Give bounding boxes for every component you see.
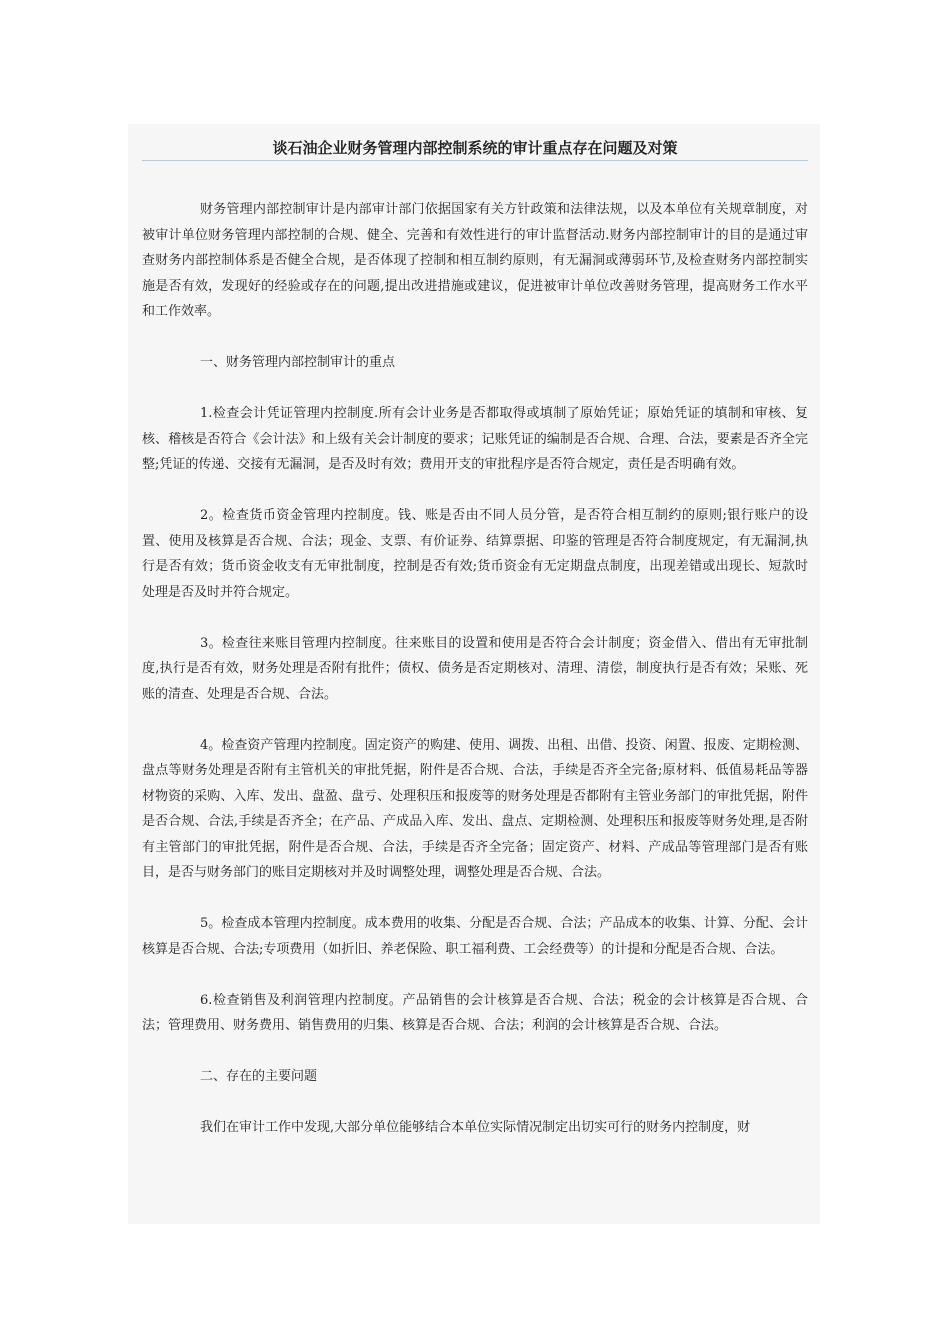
- section-heading-audit-focus: 一、财务管理内部控制审计的重点: [200, 355, 396, 370]
- intro-paragraph: 财务管理内部控制审计是内部审计部门依据国家有关方针政策和法律法规，以及本单位有关规章制度，对被审计单位财务管理内部控制的合规、健全、完善和有效性进行的审计监督活动.财务内部控制审计的目的是通过审查财务内部控制体系是否健全合规，是否体现了控制和相互制约原则，有无漏洞或薄弱环节,及检查财务内部控制实施是否有效，发现好的经验或存在的问题,提出改进措施或建议，促进被审计单位改善财务管理，提高财务工作水平和工作效率。: [142, 202, 808, 319]
- section-heading-main-problems: 二、存在的主要问题: [200, 1069, 318, 1084]
- item-asset-management: 4。检查资产管理内控制度。固定资产的购建、使用、调拨、出租、出借、投资、闲置、报废、定期检测、盘点等财务处理是否附有主管机关的审批凭据，附件是否合规、合法，手续是否齐全完备;原材料、低值易耗品等器材物资的采购、入库、发出、盘盈、盘亏、处理积压和报废等的财务处理是否都附有主管业务部门的审批凭据，附件是否合规、合法,手续是否齐全；在产品、产成品入库、发出、盘点、定期检测、处理积压和报废等财务处理,是否附有主管部门的审批凭据，附件是否合规、合法，手续是否齐全完备；固定资产、材料、产成品等管理部门是否有账目，是否与财务部门的账目定期核对并及时调整处理，调整处理是否合规、合法。: [142, 737, 808, 880]
- item-cost-management: 5。检查成本管理内控制度。成本费用的收集、分配是否合规、合法；产品成本的收集、计算、分配、会计核算是否合规、合法;专项费用（如折旧、养老保险、职工福利费、工会经费等）的计提和分配是否合规、合法。: [142, 916, 808, 957]
- item-current-accounts: 3。检查往来账目管理内控制度。往来账目的设置和使用是否符合会计制度；资金借入、借出有无审批制度,执行是否有效，财务处理是否附有批件；债权、债务是否定期核对、清理、清偿，制度执行是否有效；呆账、死账的清查、处理是否合规、合法。: [142, 635, 808, 702]
- article-title: 谈石油企业财务管理内部控制系统的审计重点存在问题及对策: [272, 139, 678, 157]
- problems-paragraph: 我们在审计工作中发现,大部分单位能够结合本单位实际情况制定出切实可行的财务内控制度，财: [200, 1120, 751, 1135]
- title-divider: [142, 160, 808, 161]
- item-sales-profit: 6.检查销售及利润管理内控制度。产品销售的会计核算是否合规、合法；税金的会计核算是否合规、合法；管理费用、财务费用、销售费用的归集、核算是否合规、合法；利润的会计核算是否合规、合法。: [142, 992, 808, 1033]
- item-accounting-vouchers: 1.检查会计凭证管理内控制度.所有会计业务是否都取得或填制了原始凭证；原始凭证的填制和审核、复核、稽核是否符合《会计法》和上级有关会计制度的要求；记账凭证的编制是否合规、合理、合法，要素是否齐全完整;凭证的传递、交接有无漏洞，是否及时有效；费用开支的审批程序是否符合规定，责任是否明确有效。: [142, 406, 808, 472]
- item-monetary-funds: 2。检查货币资金管理内控制度。钱、账是否由不同人员分管，是否符合相互制约的原则;银行账户的设置、使用及核算是否合规、合法；现金、支票、有价证券、结算票据、印鉴的管理是否符合制度规定，有无漏洞,执行是否有效；货币资金收支有无审批制度，控制是否有效;货币资金有无定期盘点制度，出现差错或出现长、短款时处理是否及时并符合规定。: [142, 508, 808, 600]
- article-body: [142, 197, 808, 1166]
